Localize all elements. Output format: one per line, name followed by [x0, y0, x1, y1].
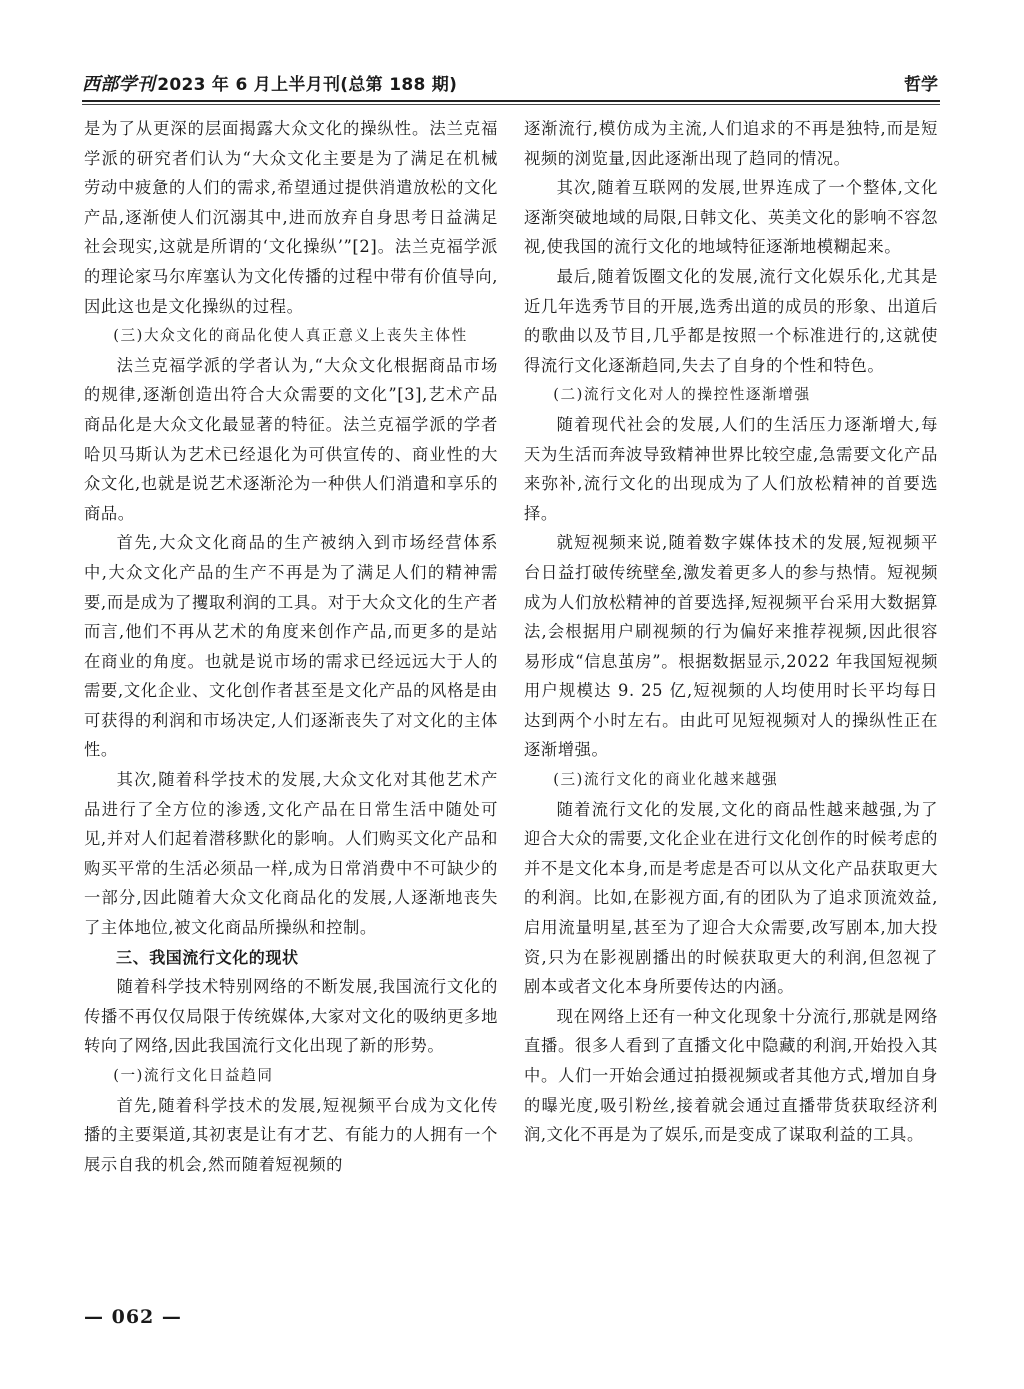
paragraph: 逐渐流行,模仿成为主流,人们追求的不再是独特,而是短视频的浏览量,因此逐渐出现了趋同的情况。 [524, 119, 938, 168]
subsection-heading: (一)流行文化日益趋同 [113, 1067, 274, 1084]
paragraph: 首先,随着科学技术的发展,短视频平台成为文化传播的主要渠道,其初衷是让有才艺、有能力的人拥有一个展示自我的机会,然而随着短视频的 [84, 1095, 498, 1174]
header-rule [82, 100, 940, 102]
paragraph: 其次,随着科学技术的发展,大众文化对其他艺术产品进行了全方位的渗透,文化产品在日常生活中随处可见,并对人们起着潜移默化的影响。人们购买文化产品和购买平常的生活必须品一样,成为日常消费中不可缺少的一部分,因此随着大众文化商品化的发展,人逐渐地丧失了主体地位,被文化商品所操纵和控制。 [84, 770, 498, 938]
journal-issue: 2023 年 6 月上半月刊(总第 188 期) [157, 75, 458, 95]
paragraph: 随着科学技术特别网络的不断发展,我国流行文化的传播不再仅仅局限于传统媒体,大家对文化的吸纳更多地转向了网络,因此我国流行文化出现了新的形势。 [84, 977, 498, 1056]
right-column [524, 114, 938, 1150]
paragraph: 首先,大众文化商品的生产被纳入到市场经营体系中,大众文化产品的生产不再是为了满足人们的精神需要,而是成为了攫取利润的工具。对于大众文化的生产者而言,他们不再从艺术的角度来创作产品,而更多的是站在商业的角度。也就是说市场的需求已经远远大于人的需要,文化企业、文化创作者甚至是文化产品的风格是由可获得的利润和市场决定,人们逐渐丧失了对文化的主体性。 [84, 533, 498, 760]
running-header [82, 72, 940, 100]
journal-logo: 西部学刊 [82, 74, 156, 95]
left-column [84, 114, 498, 1179]
paragraph: 最后,随着饭圈文化的发展,流行文化娱乐化,尤其是近几年选秀节目的开展,选秀出道的成员的形象、出道后的歌曲以及节目,几乎都是按照一个标准进行的,这就使得流行文化逐渐趋同,失去了自身的个性和特色。 [524, 266, 938, 375]
paragraph: 就短视频来说,随着数字媒体技术的发展,短视频平台日益打破传统壁垒,激发着更多人的参与热情。短视频成为人们放松精神的首要选择,短视频平台采用大数据算法,会根据用户刷视频的行为偏好来推荐视频,因此很容易形成“信息茧房”。根据数据显示,2022 年我国短视频用户规模达 9. 25 亿,短视频的人均使用时长平均每日达到两个小时左右。由此可见短视频对人的操纵性正在逐渐增强。 [524, 533, 938, 760]
journal-title [82, 72, 457, 98]
section-label: 哲学 [904, 75, 938, 95]
paragraph: 其次,随着互联网的发展,世界连成了一个整体,文化逐渐突破地域的局限,日韩文化、英美文化的影响不容忽视,使我国的流行文化的地域特征逐渐地模糊起来。 [524, 178, 938, 257]
paragraph: 法兰克福学派的学者认为,“大众文化根据商品市场的规律,逐渐创造出符合大众需要的文化”[3],艺术产品商品化是大众文化最显著的特征。法兰克福学派的学者哈贝马斯认为艺术已经退化为可供宣传的、商业性的大众文化,也就是说艺术逐渐沦为一种供人们消遣和享乐的商品。 [84, 355, 498, 523]
page-number: — 062 — [84, 1306, 182, 1328]
paragraph: 随着流行文化的发展,文化的商品性越来越强,为了迎合大众的需要,文化企业在进行文化创作的时候考虑的并不是文化本身,而是考虑是否可以从文化产品获取更大的利润。比如,在影视方面,有的团队为了追求顶流效益,启用流量明星,甚至为了迎合大众需要,改写剧本,加大投资,只为在影视剧播出的时候获取更大的利润,但忽视了剧本或者文化本身所要传达的内涵。 [524, 799, 938, 997]
subsection-heading: (二)流行文化对人的操控性逐渐增强 [553, 386, 811, 404]
subsection-heading: (三)流行文化的商业化越来越强 [553, 771, 779, 789]
subsection-heading: (三)大众文化的商品化使人真正意义上丧失主体性 [113, 327, 468, 345]
paragraph: 现在网络上还有一种文化现象十分流行,那就是网络直播。很多人看到了直播文化中隐藏的利润,开始投入其中。人们一开始会通过拍摄视频或者其他方式,增加自身的曝光度,吸引粉丝,接着就会通过直播带货获取经济利润,文化不再是为了娱乐,而是变成了谋取利益的工具。 [524, 1006, 938, 1145]
header-rule-thin [82, 104, 940, 105]
paragraph: 是为了从更深的层面揭露大众文化的操纵性。法兰克福学派的研究者们认为“大众文化主要是为了满足在机械劳动中疲惫的人们的需求,希望通过提供消遣放松的文化产品,逐渐使人们沉溺其中,进而放弃自身思考日益满足社会现实,这就是所谓的‘文化操纵’”[2]。法兰克福学派的理论家马尔库塞认为文化传播的过程中带有价值导向,因此这也是文化操纵的过程。 [84, 119, 498, 316]
section-heading: 三、我国流行文化的现状 [116, 947, 299, 967]
paragraph: 随着现代社会的发展,人们的生活压力逐渐增大,每天为生活而奔波导致精神世界比较空虚,急需要文化产品来弥补,流行文化的出现成为了人们放松精神的首要选择。 [524, 414, 938, 523]
